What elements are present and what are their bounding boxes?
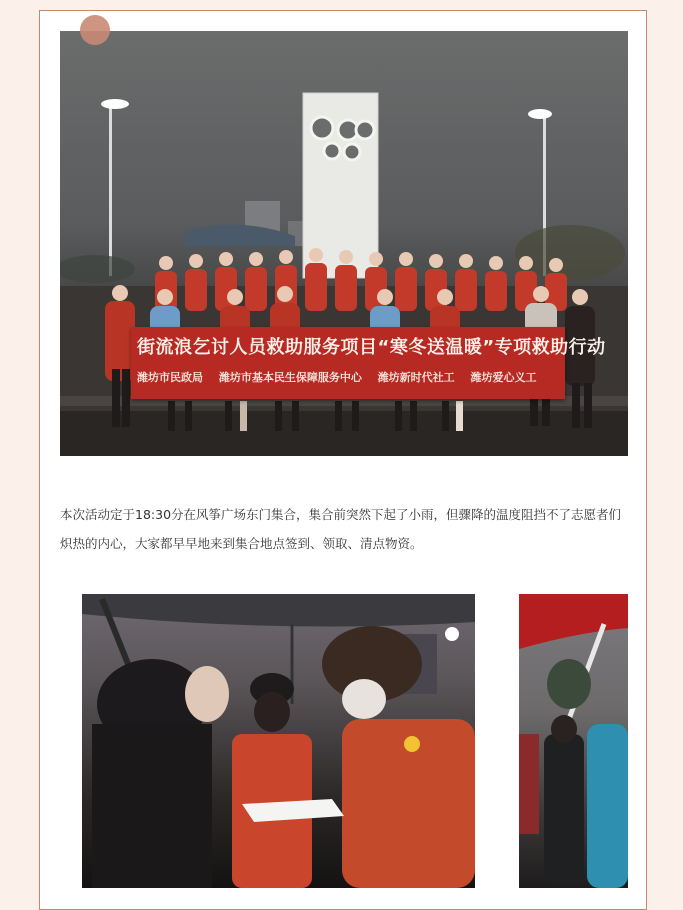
banner-headline: 街流浪乞讨人员救助服务项目“寒冬送温暖”专项救助行动 <box>137 337 606 358</box>
signin-photo <box>82 594 475 888</box>
organizer-label: 潍坊爱心义工 <box>470 371 537 384</box>
decorative-dot <box>80 15 110 45</box>
banner-organizers <box>137 369 549 385</box>
organizer-label: 潍坊市民政局 <box>137 371 203 384</box>
gathering-photo <box>519 594 628 888</box>
group-photo <box>60 31 628 456</box>
article-paragraph: 本次活动定于18:30分在风筝广场东门集合，集合前突然下起了小雨，但骤降的温度阻挡不了志愿者们炽热的内心，大家都早早地来到集合地点签到、领取、清点物资。 <box>60 507 622 551</box>
gathering-photo-scene <box>519 594 628 888</box>
organizer-label: 潍坊新时代社工 <box>377 371 455 384</box>
event-banner <box>131 327 606 399</box>
signin-photo-scene <box>82 594 475 888</box>
organizer-label: 潍坊市基本民生保障服务中心 <box>218 371 362 384</box>
